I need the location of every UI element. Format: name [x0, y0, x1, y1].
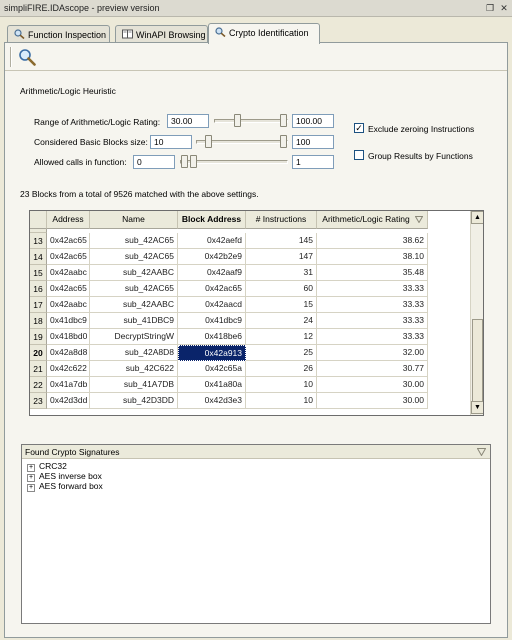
signature-item-aes-forward-box[interactable] [27, 481, 103, 492]
table-cell-name[interactable]: sub_41A7DB [90, 377, 178, 393]
range-max-field[interactable]: 100.00 [292, 114, 334, 128]
restore-icon[interactable]: ❐ [485, 3, 495, 13]
row-header[interactable]: 17 [30, 297, 47, 313]
table-cell-rating[interactable]: 33.33 [317, 297, 428, 313]
sort-icon [477, 448, 486, 456]
expand-icon[interactable]: + [28, 484, 34, 491]
table-cell-address[interactable]: 0x41a7db [47, 377, 90, 393]
table-cell-rating[interactable]: 33.33 [317, 281, 428, 297]
scroll-up-icon[interactable]: ▲ [471, 211, 484, 224]
toolbar-divider [5, 70, 507, 71]
table-cell-instr[interactable]: 10 [246, 393, 317, 409]
calls-min-field[interactable]: 0 [133, 155, 175, 169]
tab-winapi-browsing[interactable] [115, 25, 208, 43]
title-bar [0, 0, 512, 17]
expand-icon[interactable]: + [28, 464, 34, 471]
row-header[interactable]: 16 [30, 281, 47, 297]
column-header-address[interactable]: Address [47, 211, 90, 229]
table-cell-instr[interactable]: 25 [246, 345, 317, 361]
sort-descending-icon [415, 216, 423, 223]
tab-label: Function Inspection [28, 30, 107, 40]
table-cell-name[interactable]: sub_42AABC [90, 297, 178, 313]
crypto-signatures-header[interactable] [22, 445, 490, 459]
table-cell-instr[interactable]: 24 [246, 313, 317, 329]
table-cell-block[interactable]: 0x42aacd [178, 297, 246, 313]
vertical-scrollbar[interactable] [470, 211, 484, 415]
calls-min-slider-handle[interactable] [181, 155, 188, 168]
corner-header [30, 211, 47, 229]
table-cell-name[interactable]: sub_42C622 [90, 361, 178, 377]
signature-label: AES forward box [39, 481, 103, 491]
table-cell-name[interactable]: sub_42AC65 [90, 281, 178, 297]
table-cell-block[interactable]: 0x41dbc9 [178, 313, 246, 329]
expand-icon[interactable]: + [28, 474, 34, 481]
table-cell-rating[interactable]: 35.48 [317, 265, 428, 281]
table-cell-block[interactable]: 0x42aaf9 [178, 265, 246, 281]
column-header-label: Arithmetic/Logic Rating [322, 214, 410, 224]
table-cell-block[interactable]: 0x42c65a [178, 361, 246, 377]
scroll-down-icon[interactable]: ▼ [471, 401, 484, 414]
table-cell-instr[interactable]: 147 [246, 249, 317, 265]
table-cell-block[interactable]: 0x42d3e3 [178, 393, 246, 409]
table-cell-name[interactable]: sub_42D3DD [90, 393, 178, 409]
column-header-rating[interactable] [317, 211, 428, 229]
table-cell-instr[interactable]: 31 [246, 265, 317, 281]
column-header-block-address[interactable]: Block Address [178, 211, 246, 229]
table-cell-rating[interactable]: 30.00 [317, 393, 428, 409]
exclude-zeroing-label: Exclude zeroing Instructions [368, 124, 475, 134]
calls-max-slider-handle[interactable] [190, 155, 197, 168]
blocks-max-slider-handle[interactable] [280, 135, 287, 148]
table-cell-name[interactable]: DecryptStringW [90, 329, 178, 345]
table-cell-rating[interactable]: 38.62 [317, 233, 428, 249]
table-cell-rating[interactable]: 30.00 [317, 377, 428, 393]
row-header[interactable]: 22 [30, 377, 47, 393]
window-title: simpliFIRE.IDAscope - preview version [4, 3, 160, 13]
blocks-label: Considered Basic Blocks size: [34, 137, 148, 147]
table-cell-block[interactable]: 0x42aefd [178, 233, 246, 249]
table-cell-address[interactable]: 0x42ac65 [47, 249, 90, 265]
scrollbar-thumb[interactable] [472, 319, 483, 409]
crypto-signatures-panel [21, 444, 491, 624]
table-cell-instr[interactable]: 145 [246, 233, 317, 249]
signature-label: AES inverse box [39, 471, 102, 481]
blocks-max-field[interactable]: 100 [292, 135, 334, 149]
search-icon[interactable] [18, 48, 36, 66]
table-cell-block[interactable]: 0x41a80a [178, 377, 246, 393]
magnifier-icon [215, 27, 226, 37]
table-cell-block[interactable]: 0x418be6 [178, 329, 246, 345]
toolbar [10, 45, 40, 69]
exclude-zeroing-checkbox[interactable]: ✓ [355, 123, 363, 133]
table-cell-instr[interactable]: 26 [246, 361, 317, 377]
table-cell-instr[interactable]: 12 [246, 329, 317, 345]
group-results-label: Group Results by Functions [368, 151, 473, 161]
table-cell-address[interactable]: 0x42d3dd [47, 393, 90, 409]
table-cell-address[interactable]: 0x42a8d8 [47, 345, 90, 361]
table-cell-rating[interactable]: 38.10 [317, 249, 428, 265]
heuristic-section-title: Arithmetic/Logic Heuristic [20, 86, 116, 96]
row-header[interactable]: 21 [30, 361, 47, 377]
table-cell-instr[interactable]: 60 [246, 281, 317, 297]
tab-strip [0, 17, 512, 43]
table-cell-rating[interactable]: 32.00 [317, 345, 428, 361]
calls-label: Allowed calls in function: [34, 157, 127, 167]
table-cell-address[interactable]: 0x42aabc [47, 265, 90, 281]
row-header[interactable]: 18 [30, 313, 47, 329]
table-cell-name[interactable]: sub_42AC65 [90, 249, 178, 265]
toolbar-grip [10, 47, 12, 67]
tab-function-inspection[interactable] [7, 25, 110, 43]
table-cell-block[interactable]: 0x42b2e9 [178, 249, 246, 265]
table-cell-rating[interactable]: 33.33 [317, 313, 428, 329]
table-cell-block[interactable]: 0x42ac65 [178, 281, 246, 297]
column-header-name[interactable]: Name [90, 211, 178, 229]
row-header[interactable]: 19 [30, 329, 47, 345]
book-icon [122, 29, 133, 39]
tab-label: Crypto Identification [229, 28, 309, 38]
table-cell-name[interactable]: sub_42AC65 [90, 233, 178, 249]
table-cell-rating[interactable]: 30.77 [317, 361, 428, 377]
table-cell-block[interactable]: 0x42a913 [178, 345, 246, 361]
table-cell-rating[interactable]: 33.33 [317, 329, 428, 345]
column-header-instructions[interactable]: # Instructions [246, 211, 317, 229]
blocks-min-slider-handle[interactable] [205, 135, 212, 148]
table-cell-address[interactable]: 0x42ac65 [47, 281, 90, 297]
calls-max-field[interactable]: 1 [292, 155, 334, 169]
results-table [29, 210, 484, 416]
table-cell-address[interactable]: 0x418bd0 [47, 329, 90, 345]
table-cell-name[interactable]: sub_42AABC [90, 265, 178, 281]
range-slider-track [214, 119, 288, 123]
table-cell-address[interactable]: 0x42c622 [47, 361, 90, 377]
match-summary: 23 Blocks from a total of 9526 matched with the above settings. [20, 189, 259, 199]
magnifier-icon [14, 29, 25, 39]
table-cell-address[interactable]: 0x42ac65 [47, 233, 90, 249]
table-cell-name[interactable]: sub_42A8D8 [90, 345, 178, 361]
close-icon[interactable]: ✕ [500, 3, 508, 13]
row-header[interactable]: 13 [30, 233, 47, 249]
row-header[interactable]: 14 [30, 249, 47, 265]
range-min-slider-handle[interactable] [234, 114, 241, 127]
group-results-checkbox[interactable] [354, 150, 364, 160]
table-cell-address[interactable]: 0x42aabc [47, 297, 90, 313]
tab-label: WinAPI Browsing [136, 30, 206, 40]
table-cell-instr[interactable]: 10 [246, 377, 317, 393]
range-label: Range of Arithmetic/Logic Rating: [34, 117, 161, 127]
signature-label: CRC32 [39, 461, 67, 471]
range-max-slider-handle[interactable] [280, 114, 287, 127]
row-header[interactable]: 23 [30, 393, 47, 409]
row-header[interactable]: 20 [30, 345, 47, 361]
row-header[interactable]: 15 [30, 265, 47, 281]
table-cell-instr[interactable]: 15 [246, 297, 317, 313]
blocks-min-field[interactable]: 10 [150, 135, 192, 149]
table-cell-name[interactable]: sub_41DBC9 [90, 313, 178, 329]
range-min-field[interactable]: 30.00 [167, 114, 209, 128]
crypto-signatures-title: Found Crypto Signatures [25, 447, 120, 457]
tab-crypto-identification[interactable] [208, 23, 320, 44]
table-cell-address[interactable]: 0x41dbc9 [47, 313, 90, 329]
